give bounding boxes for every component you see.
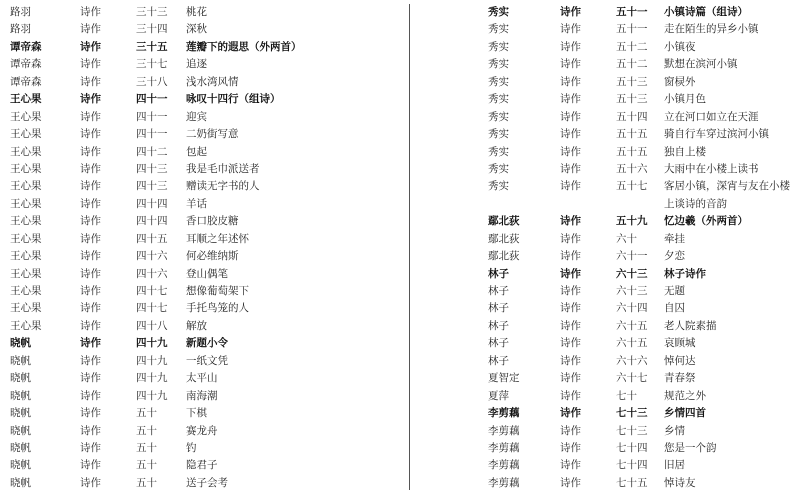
issue-cell: 四十八: [136, 319, 168, 332]
issue-cell: 六十一: [616, 250, 648, 263]
author-cell: 王心果: [10, 302, 42, 315]
table-row: [488, 4, 798, 21]
title-cell: 深秋: [186, 23, 207, 36]
table-row: [488, 388, 798, 405]
genre-cell: 诗作: [80, 145, 101, 158]
issue-cell: 六十七: [616, 372, 648, 385]
author-cell: 王心果: [10, 93, 42, 106]
title-cell: 独自上楼: [664, 145, 706, 158]
issue-cell: 五十: [136, 476, 157, 489]
issue-cell: 三十八: [136, 75, 168, 88]
genre-cell: 诗作: [80, 58, 101, 71]
table-row: [10, 74, 395, 91]
issue-cell: 四十五: [136, 232, 168, 245]
table-row: [488, 213, 798, 230]
genre-cell: 诗作: [560, 40, 581, 53]
title-cell: 无题: [664, 285, 685, 297]
author-cell: 晓帆: [10, 424, 31, 437]
table-row: [10, 109, 395, 126]
left-column: [10, 4, 395, 492]
table-row: [10, 248, 395, 265]
table-row: [488, 39, 798, 56]
title-cell: 规范之外: [664, 389, 706, 402]
issue-cell: 五十七: [616, 180, 648, 193]
table-row: [488, 440, 798, 457]
table-row: [488, 370, 798, 387]
title-cell: 客居小镇，深宵与友在小楼: [664, 180, 790, 193]
column-divider: [409, 4, 410, 490]
table-row: [10, 4, 395, 21]
table-row: [488, 144, 798, 161]
issue-cell: 六十六: [616, 354, 648, 367]
genre-cell: 诗作: [80, 302, 101, 315]
genre-cell: 诗作: [80, 215, 101, 228]
title-cell: 羊话: [186, 197, 207, 210]
author-cell: 晓帆: [10, 389, 31, 402]
issue-cell: 五十五: [616, 128, 648, 141]
issue-cell: 四十三: [136, 162, 168, 175]
issue-cell: 四十九: [136, 372, 168, 385]
table-row: [488, 405, 798, 422]
genre-cell: 诗作: [80, 93, 101, 106]
author-cell: 夏智定: [488, 372, 520, 385]
title-cell: 小镇诗篇（组诗）: [664, 6, 748, 18]
issue-cell: 三十四: [136, 23, 168, 36]
author-cell: 王心果: [10, 145, 42, 158]
genre-cell: 诗作: [80, 250, 101, 263]
author-cell: 秀实: [488, 40, 509, 53]
title-cell: 包起: [186, 145, 207, 158]
issue-cell: 四十六: [136, 267, 168, 280]
issue-cell: 六十五: [616, 319, 648, 332]
author-cell: 林子: [488, 337, 509, 350]
issue-cell: 四十四: [136, 197, 168, 210]
title-cell: 默想在滨河小镇: [664, 58, 738, 71]
title-cell: 迎宾: [186, 110, 207, 123]
issue-cell: 六十三: [616, 285, 648, 297]
author-cell: 鄢北荻: [488, 215, 520, 228]
table-row: [10, 213, 395, 230]
genre-cell: 诗作: [560, 232, 581, 245]
title-cell: 钓: [186, 441, 197, 454]
issue-cell: 五十九: [616, 215, 648, 228]
author-cell: 谭帝森: [10, 40, 42, 53]
author-cell: 王心果: [10, 319, 42, 332]
genre-cell: 诗作: [560, 110, 581, 123]
author-cell: 谭帝森: [10, 58, 42, 71]
genre-cell: 诗作: [560, 476, 581, 489]
title-cell: 窗棂外: [664, 75, 696, 88]
title-cell: 乡情四首: [664, 407, 706, 420]
author-cell: 林子: [488, 319, 509, 332]
title-cell: 悼诗友: [664, 476, 696, 489]
genre-cell: 诗作: [560, 215, 581, 228]
table-row: [488, 231, 798, 248]
genre-cell: 诗作: [560, 389, 581, 402]
genre-cell: 诗作: [80, 441, 101, 454]
title-cell: 解放: [186, 319, 207, 332]
title-cell: 老人院素描: [664, 319, 717, 332]
issue-cell: 五十三: [616, 93, 648, 106]
genre-cell: 诗作: [560, 302, 581, 315]
issue-cell: 三十三: [136, 6, 168, 18]
right-column: [488, 4, 798, 492]
author-cell: 秀实: [488, 93, 509, 106]
table-row: [488, 178, 798, 195]
table-row: [488, 353, 798, 370]
genre-cell: 诗作: [80, 75, 101, 88]
table-row: [488, 457, 798, 474]
genre-cell: 诗作: [80, 128, 101, 141]
title-cell: 牵挂: [664, 232, 685, 245]
author-cell: 林子: [488, 267, 509, 280]
author-cell: 晓帆: [10, 441, 31, 454]
title-cell: 我是毛巾派送者: [186, 162, 260, 175]
table-row: [10, 266, 395, 283]
title-cell: 新题小令: [186, 337, 228, 350]
table-row: [10, 423, 395, 440]
genre-cell: 诗作: [80, 267, 101, 280]
author-cell: 林子: [488, 354, 509, 367]
issue-cell: 五十三: [616, 75, 648, 88]
author-cell: 秀实: [488, 180, 509, 193]
issue-cell: 五十四: [616, 110, 648, 123]
genre-cell: 诗作: [80, 162, 101, 175]
table-row: [488, 196, 798, 213]
table-row: [488, 266, 798, 283]
author-cell: 晓帆: [10, 459, 31, 472]
genre-cell: 诗作: [560, 128, 581, 141]
author-cell: 路羽: [10, 23, 31, 36]
author-cell: 李剪藕: [488, 407, 520, 420]
issue-cell: 七十五: [616, 476, 648, 489]
issue-cell: 四十九: [136, 389, 168, 402]
author-cell: 李剪藕: [488, 424, 520, 437]
author-cell: 王心果: [10, 180, 42, 193]
title-cell: 手托鸟笼的人: [186, 302, 249, 315]
title-cell: 隐君子: [186, 459, 218, 472]
title-cell: 追逐: [186, 58, 207, 71]
author-cell: 秀实: [488, 58, 509, 71]
author-cell: 鄢北荻: [488, 232, 520, 245]
genre-cell: 诗作: [560, 441, 581, 454]
issue-cell: 五十六: [616, 162, 648, 175]
author-cell: 晓帆: [10, 372, 31, 385]
genre-cell: 诗作: [560, 93, 581, 106]
genre-cell: 诗作: [560, 145, 581, 158]
author-cell: 秀实: [488, 75, 509, 88]
title-cell: 夕恋: [664, 250, 685, 263]
genre-cell: 诗作: [560, 6, 581, 18]
table-row: [488, 109, 798, 126]
genre-cell: 诗作: [80, 476, 101, 489]
genre-cell: 诗作: [560, 285, 581, 297]
author-cell: 王心果: [10, 197, 42, 210]
genre-cell: 诗作: [560, 337, 581, 350]
issue-cell: 五十: [136, 441, 157, 454]
genre-cell: 诗作: [80, 40, 101, 53]
issue-cell: 四十三: [136, 180, 168, 193]
genre-cell: 诗作: [560, 407, 581, 420]
issue-cell: 四十七: [136, 302, 168, 315]
issue-cell: 四十一: [136, 110, 168, 123]
issue-cell: 六十四: [616, 302, 648, 315]
title-cell: 自囚: [664, 302, 685, 315]
table-row: [10, 283, 395, 300]
title-cell: 南海潮: [186, 389, 218, 402]
title-cell: 登山偶笔: [186, 267, 228, 280]
title-cell: 一纸文凭: [186, 354, 228, 367]
issue-cell: 七十三: [616, 424, 648, 437]
table-row: [10, 370, 395, 387]
author-cell: 夏萍: [488, 389, 509, 402]
genre-cell: 诗作: [560, 354, 581, 367]
genre-cell: 诗作: [560, 162, 581, 175]
issue-cell: 四十一: [136, 128, 168, 141]
table-row: [488, 161, 798, 178]
author-cell: 林子: [488, 302, 509, 315]
genre-cell: 诗作: [80, 6, 101, 18]
genre-cell: 诗作: [80, 459, 101, 472]
genre-cell: 诗作: [80, 197, 101, 210]
table-row: [10, 21, 395, 38]
author-cell: 王心果: [10, 215, 42, 228]
genre-cell: 诗作: [560, 180, 581, 193]
title-cell: 太平山: [186, 372, 218, 385]
genre-cell: 诗作: [80, 407, 101, 420]
table-row: [10, 440, 395, 457]
table-row: [488, 248, 798, 265]
issue-cell: 六十三: [616, 267, 648, 280]
table-row: [10, 231, 395, 248]
table-row: [488, 423, 798, 440]
author-cell: 王心果: [10, 285, 42, 297]
title-cell: 林子诗作: [664, 267, 706, 280]
issue-cell: 五十: [136, 407, 157, 420]
author-cell: 王心果: [10, 128, 42, 141]
title-cell: 赠读无字书的人: [186, 180, 260, 193]
issue-cell: 四十四: [136, 215, 168, 228]
author-cell: 晓帆: [10, 407, 31, 420]
author-cell: 秀实: [488, 145, 509, 158]
issue-cell: 五十: [136, 424, 157, 437]
genre-cell: 诗作: [80, 180, 101, 193]
table-row: [488, 335, 798, 352]
genre-cell: 诗作: [80, 354, 101, 367]
issue-cell: 五十: [136, 459, 157, 472]
table-row: [10, 161, 395, 178]
genre-cell: 诗作: [560, 319, 581, 332]
author-cell: 王心果: [10, 267, 42, 280]
title-cell: 香口胶皮糖: [186, 215, 239, 228]
genre-cell: 诗作: [560, 424, 581, 437]
title-cell: 浅水湾风情: [186, 75, 239, 88]
genre-cell: 诗作: [80, 232, 101, 245]
genre-cell: 诗作: [80, 389, 101, 402]
title-cell: 小镇夜: [664, 40, 696, 53]
title-cell: 忆边羲（外两首）: [664, 215, 748, 228]
table-row: [488, 74, 798, 91]
table-row: [10, 56, 395, 73]
table-row: [488, 283, 798, 300]
genre-cell: 诗作: [560, 267, 581, 280]
issue-cell: 四十九: [136, 354, 168, 367]
table-row: [10, 300, 395, 317]
title-cell: 赛龙舟: [186, 424, 218, 437]
issue-cell: 四十一: [136, 93, 168, 106]
table-row: [488, 91, 798, 108]
issue-cell: 四十七: [136, 285, 168, 297]
title-cell: 乡情: [664, 424, 685, 437]
issue-cell: 三十七: [136, 58, 168, 71]
genre-cell: 诗作: [560, 58, 581, 71]
title-cell: 骑自行车穿过滨河小镇: [664, 128, 769, 141]
table-row: [488, 56, 798, 73]
title-cell: 旧居: [664, 459, 685, 472]
title-cell: 小镇月色: [664, 93, 706, 106]
issue-cell: 四十九: [136, 337, 168, 350]
author-cell: 王心果: [10, 250, 42, 263]
issue-cell: 七十: [616, 389, 637, 402]
title-cell: 咏叹十四行（组诗）: [186, 93, 281, 106]
author-cell: 秀实: [488, 162, 509, 175]
table-row: [10, 178, 395, 195]
genre-cell: 诗作: [560, 372, 581, 385]
title-cell: 下棋: [186, 407, 207, 420]
issue-cell: 五十五: [616, 145, 648, 158]
issue-cell: 七十三: [616, 407, 648, 420]
title-cell: 走在陌生的异乡小镇: [664, 23, 759, 36]
table-row: [488, 21, 798, 38]
title-cell: 桃花: [186, 6, 207, 18]
title-cell: 青春祭: [664, 372, 696, 385]
genre-cell: 诗作: [560, 459, 581, 472]
table-row: [10, 144, 395, 161]
author-cell: 秀实: [488, 110, 509, 123]
table-row: [10, 91, 395, 108]
genre-cell: 诗作: [80, 424, 101, 437]
title-cell: 上谈诗的音韵: [664, 197, 727, 210]
table-row: [488, 126, 798, 143]
title-cell: 何必维纳斯: [186, 250, 239, 263]
author-cell: 秀实: [488, 23, 509, 36]
title-cell: 想像葡萄架下: [186, 285, 249, 297]
genre-cell: 诗作: [80, 110, 101, 123]
title-cell: 莲瓣下的遐思（外两首）: [186, 40, 302, 53]
title-cell: 耳顺之年述怀: [186, 232, 249, 245]
table-row: [10, 388, 395, 405]
author-cell: 路羽: [10, 6, 31, 18]
table-row: [488, 475, 798, 492]
genre-cell: 诗作: [80, 372, 101, 385]
author-cell: 晓帆: [10, 476, 31, 489]
title-cell: 二奶街写意: [186, 128, 239, 141]
author-cell: 李剪藕: [488, 441, 520, 454]
author-cell: 秀实: [488, 6, 509, 18]
author-cell: 李剪藕: [488, 476, 520, 489]
author-cell: 秀实: [488, 128, 509, 141]
author-cell: 林子: [488, 285, 509, 297]
genre-cell: 诗作: [80, 285, 101, 297]
issue-cell: 三十五: [136, 40, 168, 53]
table-row: [10, 126, 395, 143]
table-row: [10, 39, 395, 56]
table-row: [488, 318, 798, 335]
issue-cell: 四十二: [136, 145, 168, 158]
title-cell: 悼何达: [664, 354, 696, 367]
author-cell: 鄢北荻: [488, 250, 520, 263]
issue-cell: 七十四: [616, 441, 648, 454]
author-cell: 王心果: [10, 232, 42, 245]
issue-cell: 五十一: [616, 6, 648, 18]
author-cell: 谭帝森: [10, 75, 42, 88]
genre-cell: 诗作: [80, 319, 101, 332]
table-row: [10, 405, 395, 422]
table-row: [488, 300, 798, 317]
table-row: [10, 475, 395, 492]
issue-cell: 七十四: [616, 459, 648, 472]
author-cell: 王心果: [10, 110, 42, 123]
table-row: [10, 353, 395, 370]
author-cell: 王心果: [10, 162, 42, 175]
issue-cell: 六十: [616, 232, 637, 245]
title-cell: 哀顾城: [664, 337, 696, 350]
author-cell: 晓帆: [10, 354, 31, 367]
table-row: [10, 457, 395, 474]
title-cell: 您是一个韵: [664, 441, 717, 454]
issue-cell: 六十五: [616, 337, 648, 350]
genre-cell: 诗作: [560, 250, 581, 263]
issue-cell: 四十六: [136, 250, 168, 263]
author-cell: 李剪藕: [488, 459, 520, 472]
title-cell: 送子会考: [186, 476, 228, 489]
issue-cell: 五十一: [616, 23, 648, 36]
author-cell: 晓帆: [10, 337, 31, 350]
issue-cell: 五十二: [616, 40, 648, 53]
title-cell: 大雨中在小楼上读书: [664, 162, 759, 175]
genre-cell: 诗作: [80, 337, 101, 350]
table-row: [10, 196, 395, 213]
issue-cell: 五十二: [616, 58, 648, 71]
genre-cell: 诗作: [80, 23, 101, 36]
title-cell: 立在河口如立在天涯: [664, 110, 759, 123]
table-row: [10, 335, 395, 352]
table-row: [10, 318, 395, 335]
genre-cell: 诗作: [560, 23, 581, 36]
genre-cell: 诗作: [560, 75, 581, 88]
